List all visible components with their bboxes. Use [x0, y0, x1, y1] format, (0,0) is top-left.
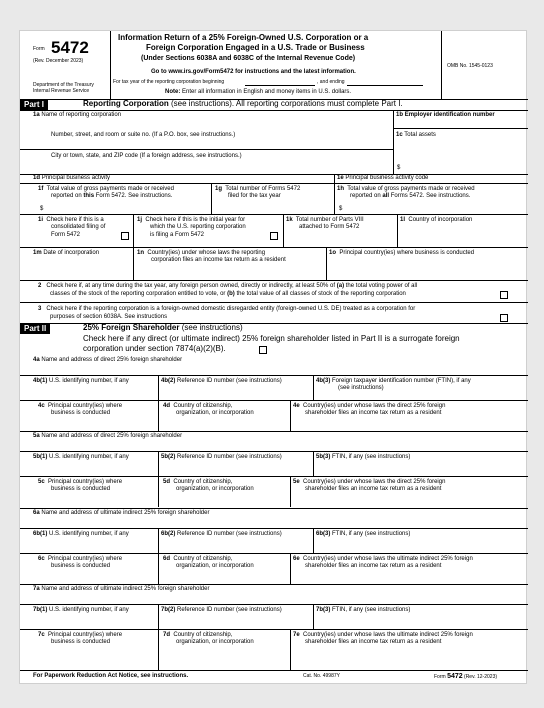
line-5b2-label[interactable]: 5b(2) Reference ID number (see instructions): [161, 454, 282, 460]
form-label: Form: [33, 46, 45, 52]
address-street-label[interactable]: Number, street, and room or suite no. (If a P.O. box, see instructions.): [51, 132, 236, 138]
question-2-line2: classes of the stock of the reporting corporation entitled to vote, or (b) the total value of all classes of stock of the reporting corporation: [50, 291, 406, 297]
line-1g-label-2: filed for the tax year: [228, 193, 281, 199]
form-number: 5472: [51, 38, 89, 57]
line-6c-label-2: business is conducted: [51, 563, 111, 569]
line-1f-dollar: $: [40, 206, 44, 212]
line-4b3-label-2: (see instructions): [338, 385, 384, 391]
line-4c-label-2: business is conducted: [51, 410, 111, 416]
question-3-line1: 3 Check here if the reporting corporation is a foreign-owned domestic disregarded entity (foreign-owned U.S. DE) treated as a corporation for: [38, 306, 416, 312]
catalog-number: Cat. No. 49987Y: [303, 673, 340, 679]
paperwork-notice: For Paperwork Reduction Act Notice, see instructions.: [33, 673, 189, 679]
line-4e-label[interactable]: 4e Country(ies) under whose laws the direct 25% foreign: [293, 403, 446, 409]
line-5c-label[interactable]: 5c Principal country(ies) where: [38, 479, 123, 485]
line-1a-label[interactable]: 1a Name of reporting corporation: [33, 112, 122, 118]
line-1i-label-2: consolidated filing of: [51, 224, 106, 230]
line-1m-label[interactable]: 1m Date of incorporation: [33, 250, 100, 256]
line-1o-label[interactable]: 1o Principal country(ies) where business is conducted: [329, 250, 475, 256]
line-1i-label-3: Form 5472: [51, 232, 81, 238]
line-6e-label[interactable]: 6e Country(ies) under whose laws the ultimate indirect 25% foreign: [293, 556, 473, 562]
tax-year-end-label: , and ending: [317, 79, 345, 85]
line-5d-label[interactable]: 5d Country of citizenship,: [163, 479, 233, 485]
line-1j-label: 1j Check here if this is the initial year for: [137, 217, 246, 223]
line-5b1-label[interactable]: 5b(1) U.S. identifying number, if any: [33, 454, 129, 460]
go-to-instructions: Go to www.irs.gov/Form5472 for instructions and the latest information.: [151, 69, 356, 75]
dept-treasury: Department of the Treasury: [33, 82, 94, 88]
total-assets-dollar: $: [397, 165, 401, 171]
initial-year-checkbox[interactable]: [270, 232, 278, 240]
line-7d-label-2: organization, or incorporation: [176, 639, 254, 645]
line-1k-label[interactable]: 1k Total number of Parts VIII: [286, 217, 364, 223]
line-5d-label-2: organization, or incorporation: [176, 486, 254, 492]
form-title-line3: (Under Sections 6038A and 6038C of the Internal Revenue Code): [141, 55, 356, 62]
line-4b1-label[interactable]: 4b(1) U.S. identifying number, if any: [33, 378, 129, 384]
note-text: Enter all information in English and money items in U.S. dollars.: [182, 89, 352, 95]
disregarded-entity-checkbox[interactable]: [500, 314, 508, 322]
line-6b2-label[interactable]: 6b(2) Reference ID number (see instructions): [161, 531, 282, 537]
line-7b1-label[interactable]: 7b(1) U.S. identifying number, if any: [33, 607, 129, 613]
line-1f-label[interactable]: 1f Total value of gross payments made or received: [38, 186, 174, 192]
line-6d-label[interactable]: 6d Country of citizenship,: [163, 556, 233, 562]
note-label: Note:: [165, 89, 181, 95]
question-3-line2: purposes of section 6038A. See instructions: [50, 314, 168, 320]
line-1c-label[interactable]: 1c Total assets: [396, 132, 436, 138]
revision-date: (Rev. December 2023): [33, 58, 84, 64]
line-7c-label-2: business is conducted: [51, 639, 111, 645]
part-ii-tag: Part II: [20, 324, 50, 334]
line-6a-label[interactable]: 6a Name and address of ultimate indirect 25% foreign shareholder: [33, 510, 210, 516]
consolidated-filing-checkbox[interactable]: [121, 232, 129, 240]
line-7e-label[interactable]: 7e Country(ies) under whose laws the ultimate indirect 25% foreign: [293, 632, 473, 638]
part-i-tag: Part I: [20, 100, 48, 110]
line-1n-label-2: corporation files an income tax return as a resident: [151, 257, 286, 263]
tax-year-begin-label: For tax year of the reporting corporation beginning: [113, 79, 225, 85]
tax-year-begin-field[interactable]: [245, 85, 315, 86]
line-4c-label[interactable]: 4c Principal country(ies) where: [38, 403, 123, 409]
form-page: [19, 30, 527, 684]
line-7b2-label[interactable]: 7b(2) Reference ID number (see instructions): [161, 607, 282, 613]
irs-label: Internal Revenue Service: [33, 88, 90, 94]
line-4d-label[interactable]: 4d Country of citizenship,: [163, 403, 233, 409]
question-2-line1: 2 Check here if, at any time during the tax year, any foreign person owned, directly or indirectly, at least 50% of (a) the total voting power of all: [38, 283, 418, 289]
line-6e-label-2: shareholder files an income tax return as a resident: [305, 563, 442, 569]
line-7e-label-2: shareholder files an income tax return as a resident: [305, 639, 442, 645]
part-i-title: Reporting Corporation (see instructions). All reporting corporations must complete Part I.: [83, 99, 403, 108]
line-4b2-label[interactable]: 4b(2) Reference ID number (see instructions): [161, 378, 282, 384]
line-5e-label[interactable]: 5e Country(ies) under whose laws the direct 25% foreign: [293, 479, 446, 485]
line-1n-label[interactable]: 1n Country(ies) under whose laws the reporting: [137, 250, 266, 256]
line-5a-label[interactable]: 5a Name and address of direct 25% foreign shareholder: [33, 433, 183, 439]
line-6b3-label[interactable]: 6b(3) FTIN, if any (see instructions): [316, 531, 411, 537]
line-1i-label: 1i Check here if this is a: [38, 217, 104, 223]
surrogate-check-line2: corporation under section 7874(a)(2)(B).: [83, 344, 226, 353]
line-4e-label-2: shareholder files an income tax return as a resident: [305, 410, 442, 416]
line-5e-label-2: shareholder files an income tax return as a resident: [305, 486, 442, 492]
note-line: [165, 89, 351, 96]
line-1e-label[interactable]: 1e Principal business activity code: [337, 175, 429, 181]
surrogate-check-line1: Check here if any direct (or ultimate indirect) 25% foreign shareholder listed in Part II is a surrogate foreign: [83, 334, 460, 343]
line-1j-label-3: is filing a Form 5472: [150, 232, 205, 238]
line-6b1-label[interactable]: 6b(1) U.S. identifying number, if any: [33, 531, 129, 537]
line-1d-label[interactable]: 1d Principal business activity: [33, 175, 111, 181]
line-1b-label[interactable]: 1b Employer identification number: [396, 112, 495, 118]
foreign-ownership-50pct-checkbox[interactable]: [500, 291, 508, 299]
part-ii-title: 25% Foreign Shareholder (see instructions): [83, 323, 243, 332]
line-1h-label-2: reported on all Forms 5472. See instructions.: [350, 193, 471, 199]
line-4a-label[interactable]: 4a Name and address of direct 25% foreign shareholder: [33, 357, 183, 363]
line-6d-label-2: organization, or incorporation: [176, 563, 254, 569]
form-title-line2: Foreign Corporation Engaged in a U.S. Trade or Business: [146, 43, 365, 52]
tax-year-end-field[interactable]: [347, 85, 423, 86]
line-4d-label-2: organization, or incorporation: [176, 410, 254, 416]
address-city-label[interactable]: City or town, state, and ZIP code (If a foreign address, see instructions.): [51, 153, 242, 159]
omb-number: OMB No. 1545-0123: [447, 63, 493, 69]
line-1l-label[interactable]: 1l Country of incorporation: [400, 217, 473, 223]
line-1h-label[interactable]: 1h Total value of gross payments made or received: [337, 186, 475, 192]
line-1j-label-2: which the U.S. reporting corporation: [150, 224, 246, 230]
line-6c-label[interactable]: 6c Principal country(ies) where: [38, 556, 123, 562]
line-5c-label-2: business is conducted: [51, 486, 111, 492]
form-title-line1: Information Return of a 25% Foreign-Owned U.S. Corporation or a: [118, 33, 369, 42]
line-5b3-label[interactable]: 5b(3) FTIN, if any (see instructions): [316, 454, 411, 460]
surrogate-foreign-corp-checkbox[interactable]: [259, 346, 267, 354]
line-7a-label[interactable]: 7a Name and address of ultimate indirect 25% foreign shareholder: [33, 586, 210, 592]
line-1f-label-2: reported on this Form 5472. See instructions.: [51, 193, 173, 199]
line-4b3-label[interactable]: 4b(3) Foreign taxpayer identification number (FTIN), if any: [316, 378, 471, 384]
line-1h-dollar: $: [339, 206, 343, 212]
footer-form-id: Form 5472 (Rev. 12-2023): [434, 673, 498, 680]
line-1k-label-2: attached to Form 5472: [299, 224, 360, 230]
line-7b3-label[interactable]: 7b(3) FTIN, if any (see instructions): [316, 607, 411, 613]
line-7c-label[interactable]: 7c Principal country(ies) where: [38, 632, 123, 638]
line-1g-label[interactable]: 1g Total number of Forms 5472: [215, 186, 301, 192]
line-7d-label[interactable]: 7d Country of citizenship,: [163, 632, 233, 638]
